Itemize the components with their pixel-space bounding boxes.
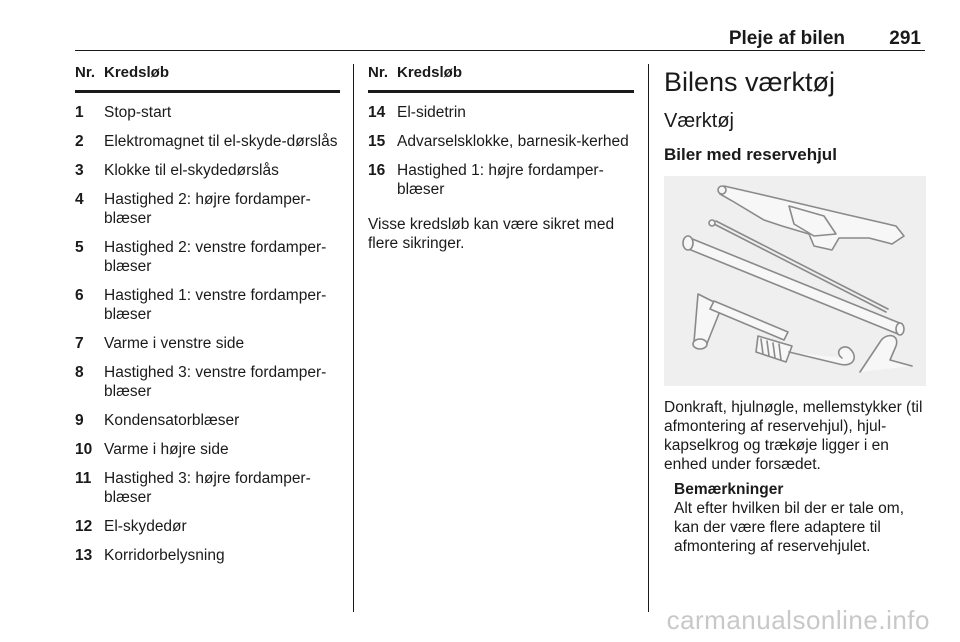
row-circuit: Korridorbelysning xyxy=(104,547,225,564)
fuse-table-right xyxy=(368,64,634,253)
table-row xyxy=(368,103,634,122)
column-header-circuit: Kredsløb xyxy=(104,64,170,81)
column-header-nr: Nr. xyxy=(368,64,389,81)
subsubsection-heading: Biler med reservehjul xyxy=(664,145,837,164)
row-circuit: Klokke til el-skydedørslås xyxy=(104,162,279,179)
row-circuit: Hastighed 2: højre fordamper-blæser xyxy=(104,191,311,227)
table-row xyxy=(75,440,340,459)
row-number: 8 xyxy=(75,364,84,381)
row-circuit: Elektromagnet til el-skyde-dørslås xyxy=(104,133,338,150)
tools-description: Donkraft, hjulnøgle, mellemstykker (til afmontering af reservehjul), hjul-kapselkrog og trækøje ligger i en enhed under forsædet. xyxy=(664,399,923,473)
row-number: 14 xyxy=(368,104,386,121)
row-number: 5 xyxy=(75,239,84,256)
fuse-table-left xyxy=(75,64,340,565)
row-number: 9 xyxy=(75,412,84,429)
table-row xyxy=(75,238,340,276)
column-header-nr: Nr. xyxy=(75,64,96,81)
row-circuit: Hastighed 1: højre fordamper-blæser xyxy=(397,162,604,198)
row-circuit: Hastighed 3: højre fordamper-blæser xyxy=(104,470,311,506)
column-divider xyxy=(353,64,354,612)
row-number: 13 xyxy=(75,547,93,564)
page-section-title: Pleje af bilen xyxy=(728,28,845,49)
section-heading: Bilens værktøj xyxy=(664,67,836,97)
tool-kit-illustration-icon xyxy=(664,176,926,386)
remark-title: Bemærkninger xyxy=(674,481,784,498)
row-number: 10 xyxy=(75,441,93,458)
row-circuit: Kondensatorblæser xyxy=(104,412,240,429)
watermark: carmanualsonline.info xyxy=(666,605,930,635)
subsection-heading: Værktøj xyxy=(664,110,734,132)
page-header xyxy=(75,20,925,51)
row-number: 16 xyxy=(368,162,386,179)
table-row xyxy=(75,286,340,324)
table-header xyxy=(368,64,634,93)
table-row xyxy=(75,190,340,228)
row-number: 3 xyxy=(75,162,84,179)
table-row xyxy=(75,469,340,507)
row-number: 4 xyxy=(75,191,84,208)
row-circuit: Stop-start xyxy=(104,104,172,121)
remark-box xyxy=(674,480,926,556)
column-divider xyxy=(648,64,649,612)
row-circuit: Hastighed 3: venstre fordamper-blæser xyxy=(104,364,327,400)
table-row xyxy=(368,161,634,199)
row-number: 11 xyxy=(75,470,92,487)
row-circuit: Hastighed 1: venstre fordamper-blæser xyxy=(104,287,327,323)
row-number: 15 xyxy=(368,133,386,150)
row-circuit: El-sidetrin xyxy=(397,104,466,121)
row-number: 2 xyxy=(75,133,84,150)
row-circuit: Varme i venstre side xyxy=(104,335,245,352)
row-number: 6 xyxy=(75,287,84,304)
table-row xyxy=(75,103,340,122)
row-circuit: Varme i højre side xyxy=(104,441,229,458)
table-row xyxy=(75,517,340,536)
table-header xyxy=(75,64,340,93)
row-number: 1 xyxy=(75,104,84,121)
row-circuit: Advarselsklokke, barnesik-kerhed xyxy=(397,133,629,150)
remark-text: Alt efter hvilken bil der er tale om, kan der være flere adaptere til afmontering af reservehjulet. xyxy=(674,500,905,555)
tool-kit-figure xyxy=(664,176,926,386)
row-number: 12 xyxy=(75,518,93,535)
row-circuit: El-skydedør xyxy=(104,518,187,535)
table-row xyxy=(75,132,340,151)
table-row xyxy=(75,161,340,180)
table-row xyxy=(75,334,340,353)
fuse-note: Visse kredsløb kan være sikret med flere sikringer. xyxy=(368,216,615,252)
table-row xyxy=(75,363,340,401)
row-circuit: Hastighed 2: venstre fordamper-blæser xyxy=(104,239,327,275)
page-number: 291 xyxy=(889,28,921,49)
table-row xyxy=(75,546,340,565)
table-row xyxy=(368,132,634,151)
table-row xyxy=(75,411,340,430)
tools-section xyxy=(664,64,926,556)
column-header-circuit: Kredsløb xyxy=(397,64,463,81)
row-number: 7 xyxy=(75,335,84,352)
